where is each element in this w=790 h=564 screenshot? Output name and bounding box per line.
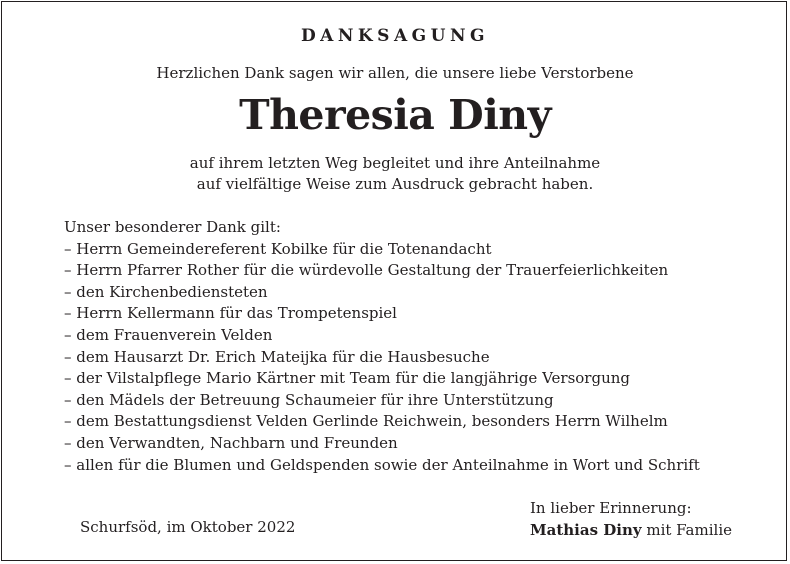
thanks-item: – allen für die Blumen und Geldspenden sowie der Anteilnahme in Wort und Schrift [64, 455, 700, 474]
signer-line [530, 519, 732, 541]
thanks-item: – der Vilstalpflege Mario Kärtner mit Team für die langjährige Versorgung [64, 369, 631, 388]
thanks-item: – Herrn Kellermann für das Trompetenspiel [64, 304, 397, 323]
thanks-item: – dem Bestattungsdienst Velden Gerlinde Reichwein, besonders Herrn Wilhelm [64, 412, 668, 431]
thanks-item: – den Verwandten, Nachbarn und Freunden [64, 433, 398, 452]
outro-line: auf vielfältige Weise zum Ausdruck gebracht haben. [196, 175, 594, 193]
thanks-item: – Herrn Pfarrer Rother für die würdevolle Gestaltung der Trauerfeierlichkeiten [64, 261, 669, 280]
thanks-item: – dem Hausarzt Dr. Erich Mateijka für die Hausbesuche [64, 347, 490, 366]
place-date: Schurfsöd, im Oktober 2022 [80, 518, 296, 536]
thanks-list [64, 217, 764, 476]
notice-heading: DANKSAGUNG [300, 26, 490, 46]
signer-suffix: mit Familie [641, 521, 732, 539]
outro-text [0, 153, 790, 195]
signature-block [530, 497, 732, 541]
outro-line: auf ihrem letzten Weg begleitet und ihre Anteilnahme [189, 154, 601, 172]
thanks-item: – dem Frauenverein Velden [64, 325, 273, 344]
intro-text: Herzlichen Dank sagen wir allen, die unsere liebe Verstorbene [156, 64, 634, 82]
thanks-item: – den Kirchenbediensteten [64, 282, 268, 301]
deceased-name: Theresia Diny [239, 91, 551, 139]
signer-name: Mathias Diny [530, 521, 642, 539]
thanks-item: – Herrn Gemeindereferent Kobilke für die Totenandacht [64, 239, 492, 258]
memory-label: In lieber Erinnerung: [530, 499, 692, 517]
thanks-item: – den Mädels der Betreuung Schaumeier für ihre Unterstützung [64, 390, 554, 409]
thanks-intro: Unser besonderer Dank gilt: [64, 218, 281, 236]
